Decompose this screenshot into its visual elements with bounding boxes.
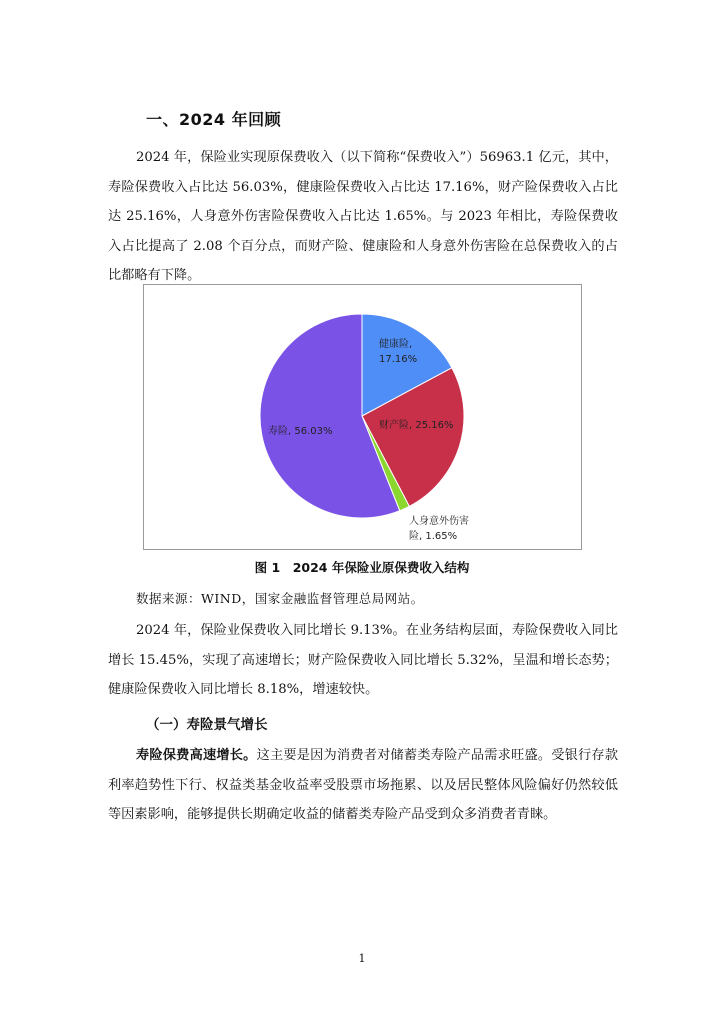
- page-number: 1: [358, 952, 366, 965]
- pie-label-property: 财产险, 25.16%: [379, 420, 454, 431]
- paragraph-review: 2024 年，保险业实现原保费收入（以下简称“保费收入”）56963.1 亿元，其中，寿险保费收入占比达 56.03%，健康险保费收入占比达 17.16%，财产险保费收入占比达 25.16%，人身意外伤害险保费收入占比达 1.65%。与 2023 年相比，寿险保费收入占比提高了 2.08 个百分点，而财产险、健康险和人身意外伤害险在总保费收入的占比都略有下降。: [108, 150, 618, 283]
- figure-caption: 图 1 2024 年保险业原保费收入结构: [254, 560, 470, 575]
- pie-label-life: 寿险, 56.03%: [268, 426, 333, 437]
- paragraph-life-insurance: [108, 741, 618, 830]
- paragraph-lead: 寿险保费高速增长。: [136, 748, 257, 763]
- paragraph-body: 这主要是因为消费者对储蓄类寿险产品需求旺盛。受银行存款利率趋势性下行、权益类基金收益率受股票市场拖累、以及居民整体风险偏好仍然较低等因素影响，能够提供长期确定收益的储蓄类寿险产品受到众多消费者青睐。: [108, 748, 619, 822]
- subheading-life-insurance: （一）寿险景气增长: [146, 717, 268, 733]
- pie-label-accident: 人身意外伤害险, 1.65%: [409, 516, 469, 542]
- pie-chart-svg: [144, 285, 581, 549]
- pie-label-health: 健康险, 17.16%: [379, 339, 418, 365]
- paragraph-growth: 2024 年，保险业保费收入同比增长 9.13%。在业务结构层面，寿险保费收入同比增长 15.45%，实现了高速增长；财产险保费收入同比增长 5.32%，呈温和增长态势；健康险保费收入同比增长 8.18%，增速较快。: [108, 623, 618, 697]
- pie-chart: [143, 284, 582, 550]
- section-heading: 一、2024 年回顾: [146, 110, 282, 129]
- data-source: 数据来源：WIND，国家金融监督管理总局网站。: [136, 591, 424, 606]
